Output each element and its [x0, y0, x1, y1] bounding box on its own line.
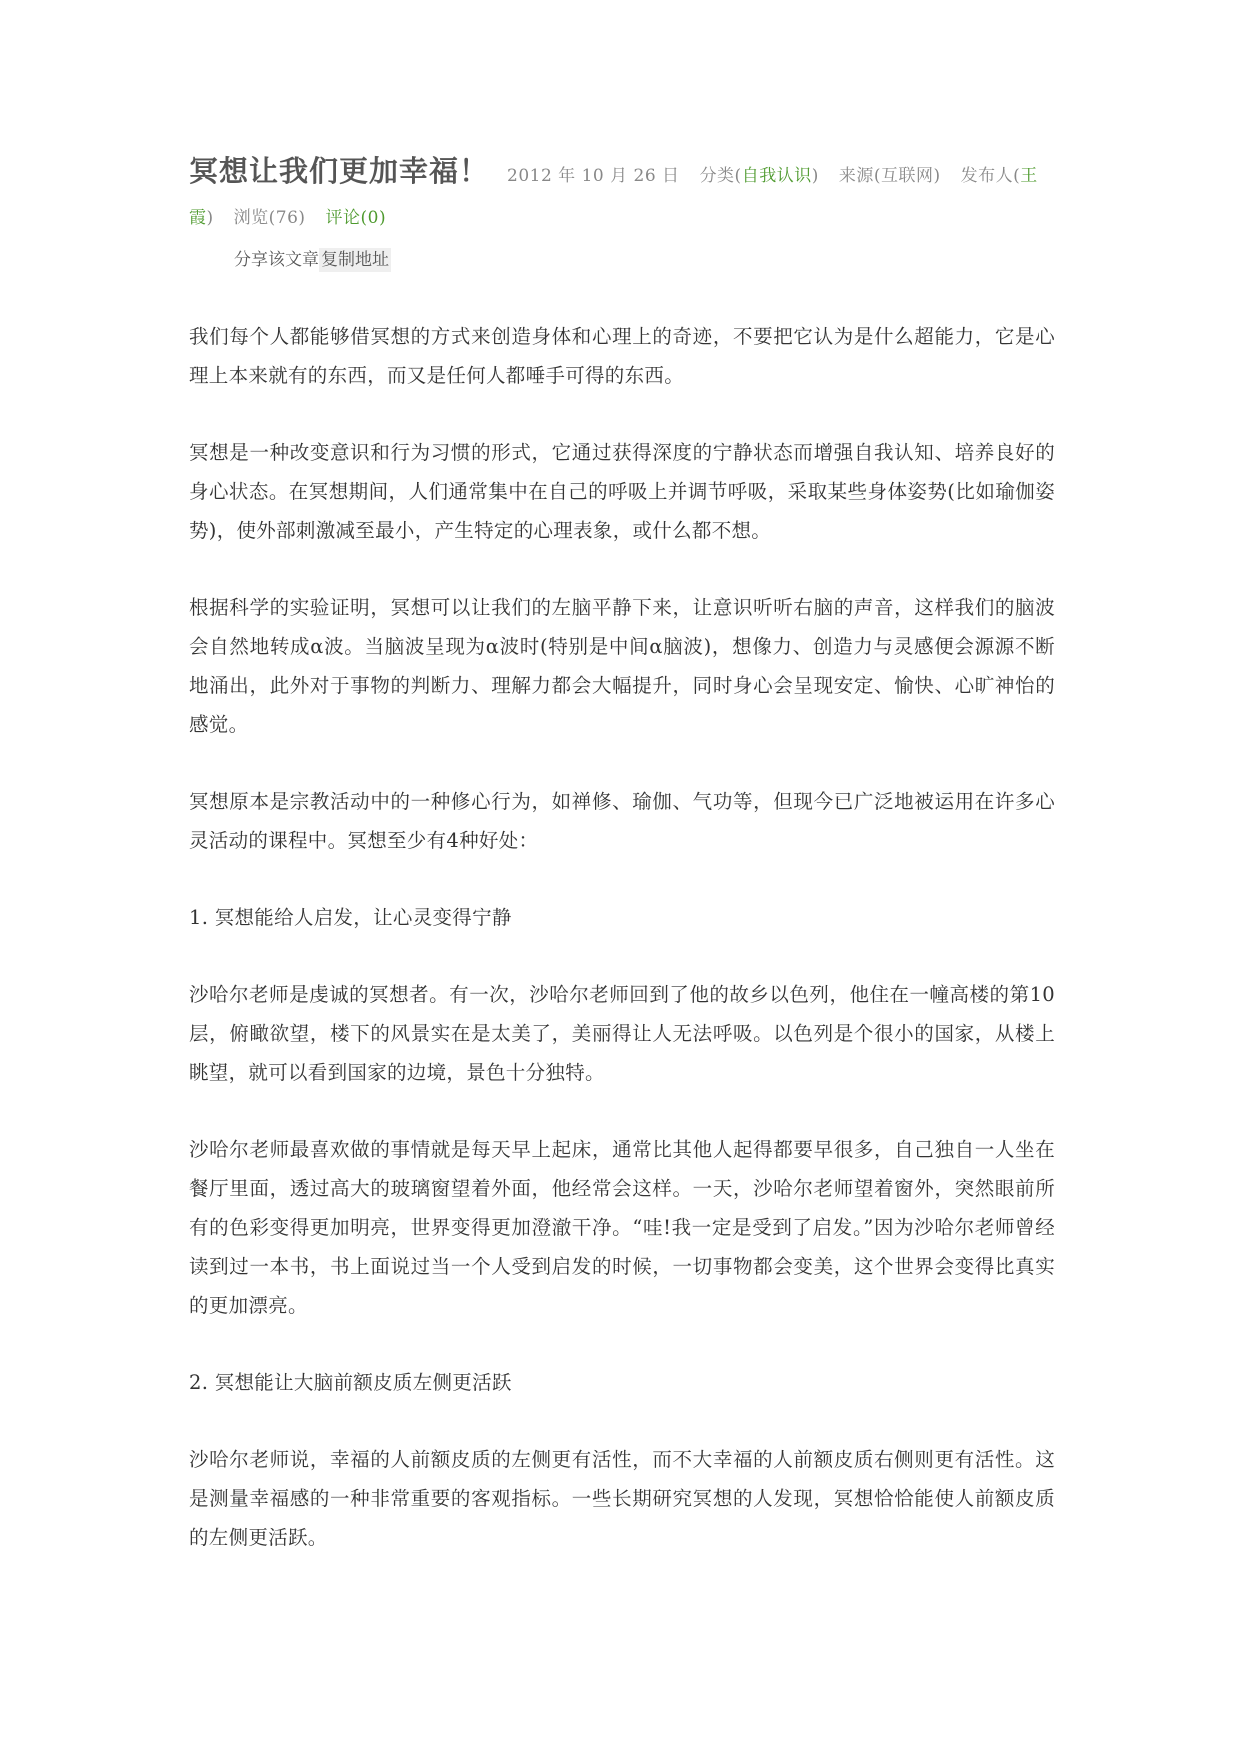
section-heading: 1. 冥想能给人启发，让心灵变得宁静 [189, 906, 512, 929]
article-body [189, 317, 1055, 1557]
paragraph: 冥想原本是宗教活动中的一种修心行为，如禅修、瑜伽、气功等，但现今已广泛地被运用在许多心灵活动的课程中。冥想至少有4种好处： [189, 790, 1055, 852]
paragraph: 沙哈尔老师最喜欢做的事情就是每天早上起床，通常比其他人起得都要早很多，自己独自一人坐在餐厅里面，透过高大的玻璃窗望着外面，他经常会这样。一天，沙哈尔老师望着窗外，突然眼前所有的色彩变得更加明亮，世界变得更加澄澈干净。“哇!我一定是受到了启发。”因为沙哈尔老师曾经读到过一本书，书上面说过当一个人受到启发的时候，一切事物都会变美，这个世界会变得比真实的更加漂亮。 [189, 1138, 1055, 1317]
category-close: ) [811, 166, 819, 186]
section-heading: 2. 冥想能让大脑前额皮质左侧更活跃 [189, 1371, 512, 1394]
share-row [234, 245, 1055, 275]
publisher-label: 发布人( [960, 166, 1021, 186]
paragraph: 根据科学的实验证明，冥想可以让我们的左脑平静下来，让意识听听右脑的声音，这样我们的脑波会自然地转成α波。当脑波呈现为α波时(特别是中间α脑波)，想像力、创造力与灵感便会源源不断地涌出，此外对于事物的判断力、理解力都会大幅提升，同时身心会呈现安定、愉快、心旷神怡的感觉。 [189, 596, 1055, 736]
category-link[interactable]: 自我认识 [741, 166, 812, 186]
category-label: 分类( [699, 166, 742, 186]
article-header [189, 150, 1055, 239]
comments-link[interactable]: 评论(0) [325, 208, 387, 228]
page-title: 冥想让我们更加幸福！ [189, 154, 490, 188]
share-label: 分享该文章 [234, 250, 319, 270]
paragraph: 沙哈尔老师说，幸福的人前额皮质的左侧更有活性，而不大幸福的人前额皮质右侧则更有活性。这是测量幸福感的一种非常重要的客观指标。一些长期研究冥想的人发现，冥想恰恰能使人前额皮质的左侧更活跃。 [189, 1448, 1055, 1549]
paragraph: 我们每个人都能够借冥想的方式来创造身体和心理上的奇迹，不要把它认为是什么超能力，它是心理上本来就有的东西，而又是任何人都唾手可得的东西。 [189, 325, 1055, 387]
paragraph: 沙哈尔老师是虔诚的冥想者。有一次，沙哈尔老师回到了他的故乡以色列，他住在一幢高楼的第10层，俯瞰欲望，楼下的风景实在是太美了，美丽得让人无法呼吸。以色列是个很小的国家，从楼上眺望，就可以看到国家的边境，景色十分独特。 [189, 983, 1055, 1084]
source: 来源(互联网) [838, 166, 941, 186]
view-count: 浏览(76) [233, 208, 306, 228]
publisher-link[interactable]: 王霞 [189, 166, 1038, 228]
copy-link-button[interactable]: 复制地址 [321, 250, 389, 270]
article [189, 150, 1055, 1595]
category [700, 166, 819, 186]
publisher-close: ) [206, 208, 214, 228]
paragraph: 冥想是一种改变意识和行为习惯的形式，它通过获得深度的宁静状态而增强自我认知、培养良好的身心状态。在冥想期间，人们通常集中在自己的呼吸上并调节呼吸，采取某些身体姿势(比如瑜伽姿势)，使外部刺激减至最小，产生特定的心理表象，或什么都不想。 [189, 441, 1055, 542]
publish-date: 2012 年 10 月 26 日 [507, 166, 680, 186]
